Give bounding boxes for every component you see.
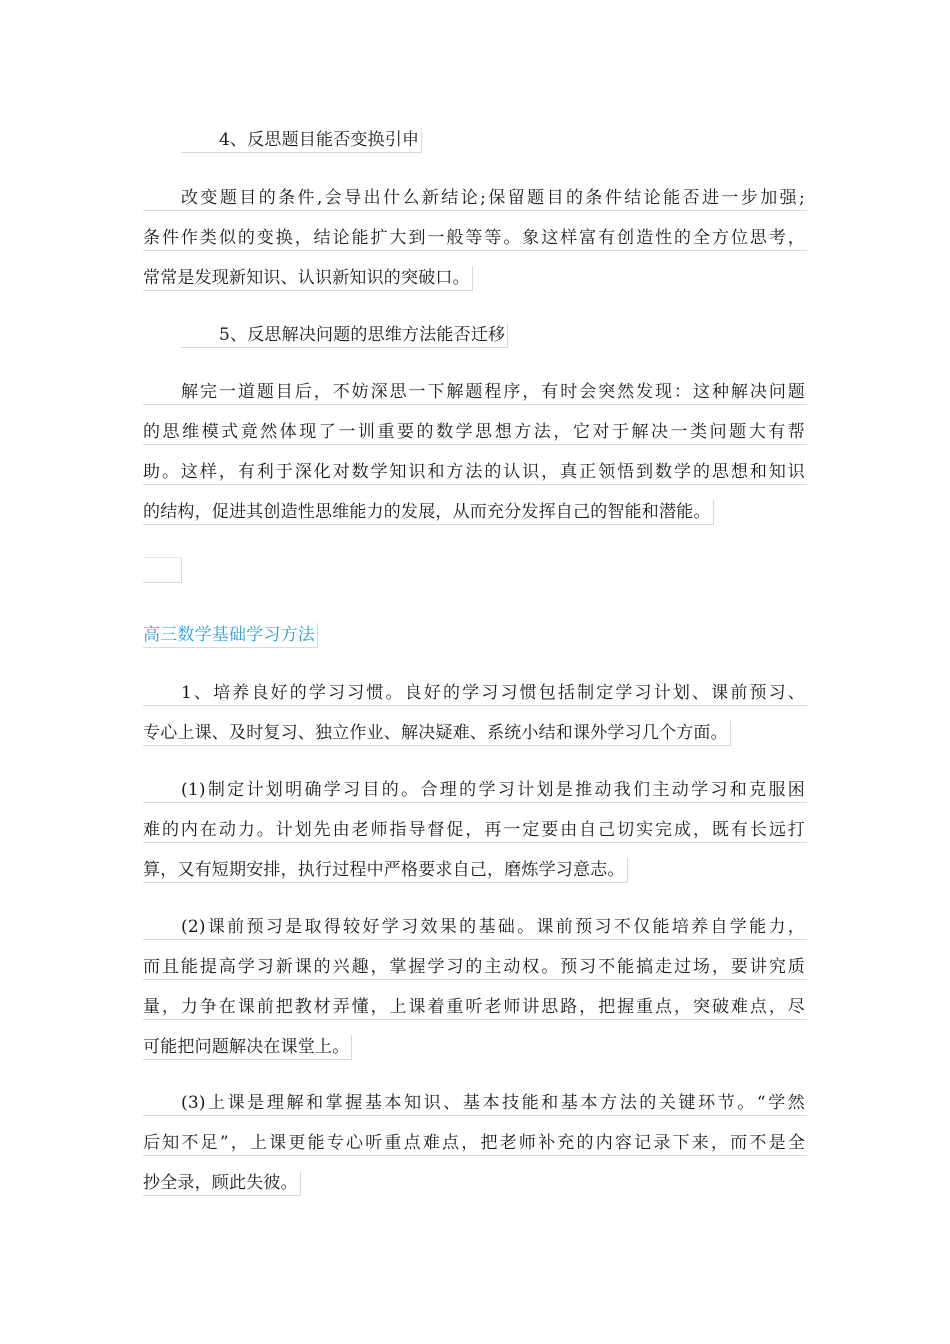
section-title: 高三数学基础学习方法 bbox=[143, 623, 318, 648]
text-line: 的结构，促进其创造性思维能力的发展，从而充分发挥自己的智能和潜能。 bbox=[143, 500, 714, 525]
paragraph-change-conditions bbox=[143, 186, 807, 291]
text-line: (3)上课是理解和掌握基本知识、基本技能和基本方法的关键环节。“学然 bbox=[143, 1091, 807, 1116]
text-line: (2)课前预习是取得较好学习效果的基础。课前预习不仅能培养自学能力， bbox=[143, 915, 807, 940]
text-line: 解完一道题目后，不妨深思一下解题程序，有时会突然发现：这种解决问题 bbox=[143, 380, 807, 405]
text-line: 常常是发现新知识、认识新知识的突破口。 bbox=[143, 266, 473, 291]
text-line: 条件作类似的变换，结论能扩大到一般等等。象这样富有创造性的全方位思考， bbox=[143, 226, 807, 251]
text-line: 改变题目的条件,会导出什么新结论;保留题目的条件结论能否进一步加强; bbox=[143, 186, 807, 211]
item-4-heading bbox=[143, 128, 807, 153]
text-line: 专心上课、及时复习、独立作业、解决疑难、系统小结和课外学习几个方面。 bbox=[143, 721, 731, 746]
text-line: 的思维模式竟然体现了一训重要的数学思想方法，它对于解决一类问题大有帮 bbox=[143, 420, 807, 445]
paragraph-study-habits bbox=[143, 681, 807, 746]
text-line: 4、反思题目能否变换引申 bbox=[181, 128, 422, 153]
text-line: 抄全录，顾此失彼。 bbox=[143, 1171, 301, 1196]
text-line: 后知不足”，上课更能专心听重点难点，把老师补充的内容记录下来，而不是全 bbox=[143, 1131, 807, 1156]
text-line: (1)制定计划明确学习目的。合理的学习计划是推动我们主动学习和克服困 bbox=[143, 778, 807, 803]
empty-line-box bbox=[143, 557, 182, 583]
paragraph-preview bbox=[143, 915, 807, 1060]
text-line: 难的内在动力。计划先由老师指导督促，再一定要由自己切实完成，既有长远打 bbox=[143, 818, 807, 843]
text-line: 助。这样，有利于深化对数学知识和方法的认识，真正领悟到数学的思想和知识 bbox=[143, 460, 807, 485]
item-5-heading bbox=[143, 323, 807, 348]
text-line: 算，又有短期安排，执行过程中严格要求自己，磨炼学习意志。 bbox=[143, 858, 628, 883]
section-heading bbox=[143, 623, 807, 648]
paragraph-study-plan bbox=[143, 778, 807, 883]
text-line: 5、反思解决问题的思维方法能否迁移 bbox=[181, 323, 508, 348]
text-line: 1、培养良好的学习习惯。良好的学习习惯包括制定学习计划、课前预习、 bbox=[143, 681, 807, 706]
text-line: 而且能提高学习新课的兴趣，掌握学习的主动权。预习不能搞走过场，要讲究质 bbox=[143, 955, 807, 980]
paragraph-thinking-method bbox=[143, 380, 807, 525]
paragraph-class-attendance bbox=[143, 1091, 807, 1196]
text-line: 量，力争在课前把教材弄懂，上课着重听老师讲思路，把握重点，突破难点，尽 bbox=[143, 995, 807, 1020]
text-line: 可能把问题解决在课堂上。 bbox=[143, 1035, 352, 1060]
